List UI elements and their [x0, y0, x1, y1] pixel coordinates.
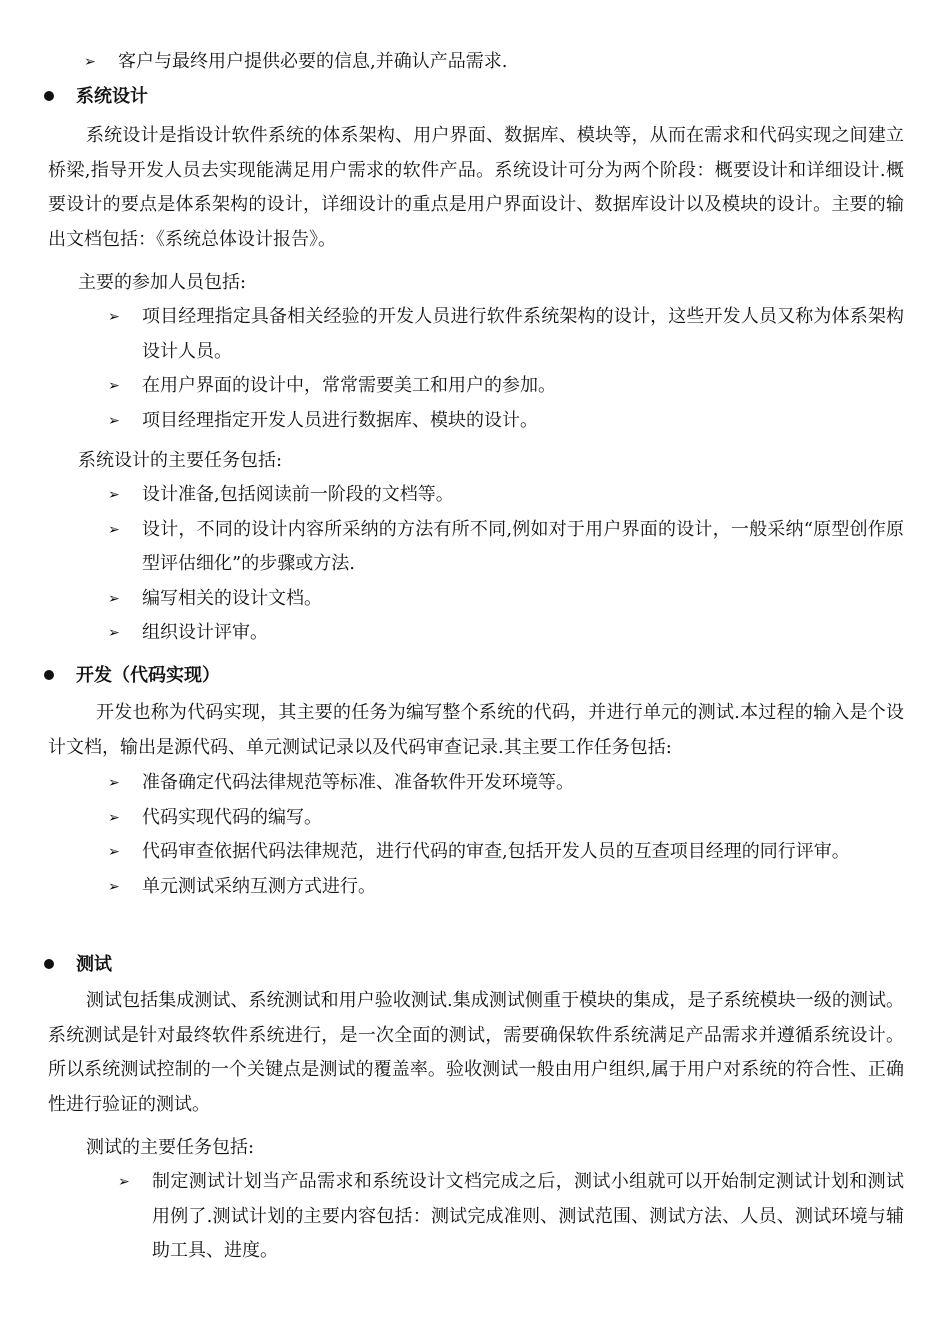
arrow-bullet-icon: ➢	[108, 378, 120, 394]
list-item	[108, 766, 904, 801]
list-item-text: 代码审查依据代码法律规范，进行代码的审查,包括开发人员的互查项目经理的同行评审。	[142, 841, 850, 862]
bullet-dot-icon	[44, 91, 54, 101]
participants-list	[108, 300, 904, 438]
section-heading-testing	[44, 948, 112, 982]
list-item-text: 在用户界面的设计中，常常需要美工和用户的参加。	[142, 375, 556, 396]
section-heading-design	[44, 80, 148, 114]
arrow-bullet-icon: ➢	[108, 487, 120, 503]
arrow-bullet-icon: ➢	[108, 775, 120, 791]
arrow-bullet-icon: ➢	[108, 412, 120, 429]
section-heading-text: 系统设计	[76, 86, 148, 107]
arrow-bullet-icon: ➢	[108, 844, 120, 860]
list-item	[84, 45, 904, 80]
list-item	[108, 369, 904, 404]
list-item-text: 代码实现代码的编写。	[142, 806, 322, 828]
list-item-text: 项目经理指定具备相关经验的开发人员进行软件系统架构的设计，这些开发人员又称为体系架构设计人员。	[142, 306, 904, 362]
section-heading-text: 开发（代码实现）	[76, 665, 220, 686]
bullet-dot-icon	[44, 959, 54, 969]
list-item-text: 项目经理指定开发人员进行数据库、模块的设计。	[142, 409, 538, 431]
design-paragraph: 系统设计是指设计软件系统的体系架构、用户界面、数据库、模块等，从而在需求和代码实现之间建立桥梁,指导开发人员去实现能满足用户需求的软件产品。系统设计可分为两个阶段：概要设计和详细设计.概要设计的要点是体系架构的设计，详细设计的重点是用户界面设计、数据库设计以及模块的设计。主要的输出文档包括：《系统总体设计报告》。	[48, 125, 904, 250]
arrow-bullet-icon: ➢	[108, 590, 120, 607]
testing-paragraph: 测试包括集成测试、系统测试和用户验收测试.集成测试侧重于模块的集成，是子系统模块一级的测试。系统测试是针对最终软件系统进行，是一次全面的测试，需要确保软件系统满足产品需求并遵循系统设计。所以系统测试控制的一个关键点是测试的覆盖率。验收测试一般由用户组织,属于用户对系统的符合性、正确性进行验证的测试。	[48, 990, 904, 1115]
list-item	[108, 801, 904, 836]
list-item-text: 设计准备,包括阅读前一阶段的文档等。	[142, 484, 454, 505]
arrow-bullet-icon: ➢	[108, 809, 120, 826]
testing-tasks-label: 测试的主要任务包括:	[86, 1137, 255, 1158]
arrow-bullet-icon: ➢	[84, 54, 96, 70]
arrow-bullet-icon: ➢	[108, 309, 120, 325]
list-item	[108, 582, 904, 617]
list-item	[108, 870, 904, 905]
list-item-text: 单元测试采纳互测方式进行。	[142, 875, 376, 897]
list-item-text: 制定测试计划当产品需求和系统设计文档完成之后，测试小组就可以开始制定测试计划和测试用例了.测试计划的主要内容包括：测试完成准则、测试范围、测试方法、人员、测试环境与辅助工具、进度。	[152, 1171, 904, 1261]
arrow-bullet-icon: ➢	[108, 625, 120, 641]
list-item	[108, 478, 904, 513]
list-item-text: 客户与最终用户提供必要的信息,并确认产品需求.	[118, 51, 508, 72]
intro-bullet-list	[84, 45, 904, 80]
bullet-dot-icon	[44, 670, 54, 680]
list-item	[118, 1165, 904, 1269]
arrow-bullet-icon: ➢	[118, 1174, 130, 1190]
list-item-text: 准备确定代码法律规范等标准、准备软件开发环境等。	[142, 772, 574, 793]
list-item	[108, 404, 904, 439]
list-item-text: 组织设计评审。	[142, 622, 268, 643]
arrow-bullet-icon: ➢	[108, 878, 120, 895]
list-item	[108, 513, 904, 582]
section-heading-development	[44, 659, 220, 693]
testing-tasks-list	[118, 1165, 904, 1269]
participants-label: 主要的参加人员包括:	[78, 272, 247, 293]
design-tasks-label: 系统设计的主要任务包括:	[78, 450, 283, 471]
design-tasks-list	[108, 478, 904, 651]
development-tasks-list	[108, 766, 904, 904]
list-item-text: 设计，不同的设计内容所采纳的方法有所不同,例如对于用户界面的设计，一般采纳“原型创作原型评估细化”的步骤或方法.	[142, 518, 904, 574]
list-item	[108, 835, 904, 870]
list-item-text: 编写相关的设计文档。	[142, 587, 322, 609]
list-item	[108, 300, 904, 369]
list-item	[108, 616, 904, 651]
development-paragraph: 开发也称为代码实现，其主要的任务为编写整个系统的代码，并进行单元的测试.本过程的输入是个设计文档，输出是源代码、单元测试记录以及代码审查记录.其主要工作任务包括:	[48, 702, 904, 758]
section-heading-text: 测试	[76, 954, 112, 975]
arrow-bullet-icon: ➢	[108, 521, 120, 538]
